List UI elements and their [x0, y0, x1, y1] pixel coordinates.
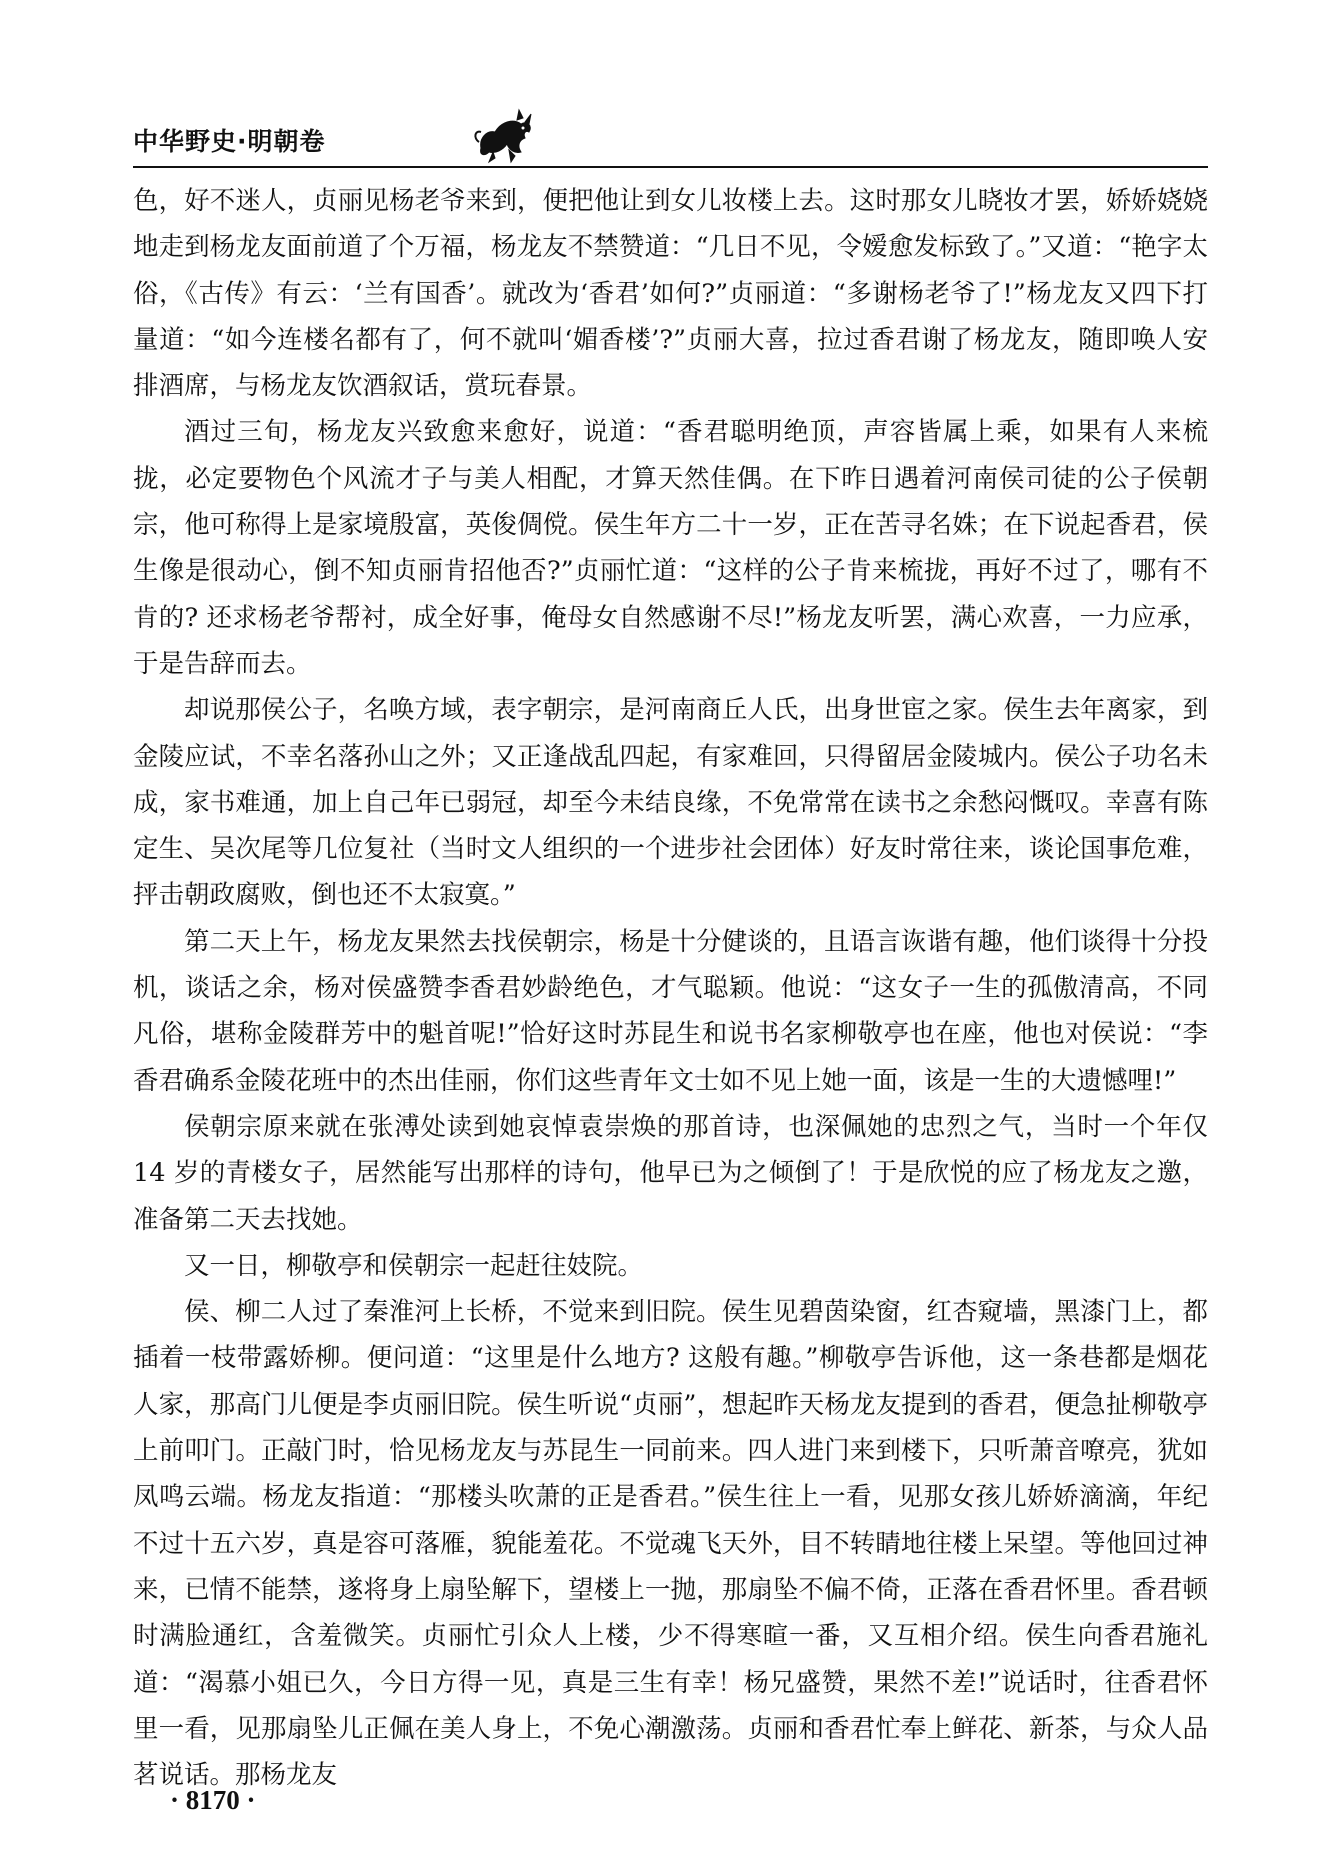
page-header — [133, 108, 1208, 168]
paragraph-4: 第二天上午，杨龙友果然去找侯朝宗，杨是十分健谈的，且语言诙谐有趣，他们谈得十分投机，谈话之余，杨对侯盛赞李香君妙龄绝色，才气聪颖。他说：“这女子一生的孤傲清高，不同凡俗，堪称金陵群芳中的魁首呢!”恰好这时苏昆生和说书名家柳敬亭也在座，他也对侯说：“李香君确系金陵花班中的杰出佳丽，你们这些青年文士如不见上她一面，该是一生的大遗憾哩!” — [133, 926, 1208, 1096]
paragraph-6: 又一日，柳敬亭和侯朝宗一起赶往妓院。 — [184, 1250, 644, 1281]
article-body — [133, 178, 1208, 1798]
paragraph-5: 侯朝宗原来就在张溥处读到她哀悼袁崇焕的那首诗，也深佩她的忠烈之气，当时一个年仅 14 岁的青楼女子，居然能写出那样的诗句，他早已为之倾倒了！于是欣悦的应了杨龙友之邀，准备第二天去找她。 — [133, 1111, 1208, 1235]
paragraph-1: 色，好不迷人，贞丽见杨老爷来到，便把他让到女儿妆楼上去。这时那女儿晓妆才罢，娇娇娆娆地走到杨龙友面前道了个万福，杨龙友不禁赞道：“几日不见，令嫒愈发标致了。”又道：“艳字太俗，《古传》有云：‘兰有国香’。就改为‘香君’如何?”贞丽道：“多谢杨老爷了!”杨龙友又四下打量道：“如今连楼名都有了，何不就叫‘媚香楼’?”贞丽大喜，拉过香君谢了杨龙友，随即唤人安排酒席，与杨龙友饮酒叙话，赏玩春景。 — [133, 186, 1208, 402]
paragraph-7: 侯、柳二人过了秦淮河上长桥，不觉来到旧院。侯生见碧茵染窗，红杏窥墙，黑漆门上，都插着一枝带露娇柳。便问道：“这里是什么地方? 这般有趣。”柳敬亭告诉他，这一条巷都是烟花人家，那高门儿便是李贞丽旧院。侯生听说“贞丽”，想起昨天杨龙友提到的香君，便急扯柳敬亭上前叩门。正敲门时，恰见杨龙友与苏昆生一同前来。四人进门来到楼下，只听萧音嘹亮，犹如凤鸣云端。杨龙友指道：“那楼头吹萧的正是香君。”侯生往上一看，见那女孩儿娇娇滴滴，年纪不过十五六岁，真是容可落雁，貌能羞花。不觉魂飞天外，目不转睛地往楼上呆望。等他回过神来，已情不能禁，遂将身上扇坠解下，望楼上一抛，那扇坠不偏不倚，正落在香君怀里。香君顿时满脸通红，含羞微笑。贞丽忙引众人上楼，少不得寒暄一番，又互相介绍。侯生向香君施礼道：“渴慕小姐已久，今日方得一见，真是三生有幸！杨兄盛赞，果然不差!”说话时，往香君怀里一看，见那扇坠儿正佩在美人身上，不免心潮激荡。贞丽和香君忙奉上鲜花、新茶，与众人品茗说话。那杨龙友 — [133, 1297, 1208, 1791]
paragraph-2: 酒过三旬，杨龙友兴致愈来愈好，说道：“香君聪明绝顶，声容皆属上乘，如果有人来梳拢，必定要物色个风流才子与美人相配，才算天然佳偶。在下昨日遇着河南侯司徒的公子侯朝宗，他可称得上是家境殷富，英俊倜傥。侯生年方二十一岁，正在苦寻名姝；在下说起香君，侯生像是很动心，倒不知贞丽肯招他否?”贞丽忙道：“这样的公子肯来梳拢，再好不过了，哪有不肯的? 还求杨老爷帮衬，成全好事，俺母女自然感谢不尽!”杨龙友听罢，满心欢喜，一力应承，于是告辞而去。 — [133, 417, 1208, 679]
page-number: · 8170 · — [170, 1785, 256, 1815]
paragraph-3: 却说那侯公子，名唤方域，表字朝宗，是河南商丘人氏，出身世宦之家。侯生去年离家，到金陵应试，不幸名落孙山之外；又正逢战乱四起，有家难回，只得留居金陵城内。侯公子功名未成，家书难通，加上自己年已弱冠，却至今未结良缘，不免常常在读书之余愁闷慨叹。幸喜有陈定生、吴次尾等几位复社（当时文人组织的一个进步社会团体）好友时常往来，谈论国事危难，抨击朝政腐败，倒也还不太寂寞。” — [133, 695, 1208, 911]
header-rule — [133, 166, 1208, 168]
dragon-emblem-icon — [473, 108, 535, 164]
book-title: 中华野史·明朝卷 — [133, 127, 326, 156]
